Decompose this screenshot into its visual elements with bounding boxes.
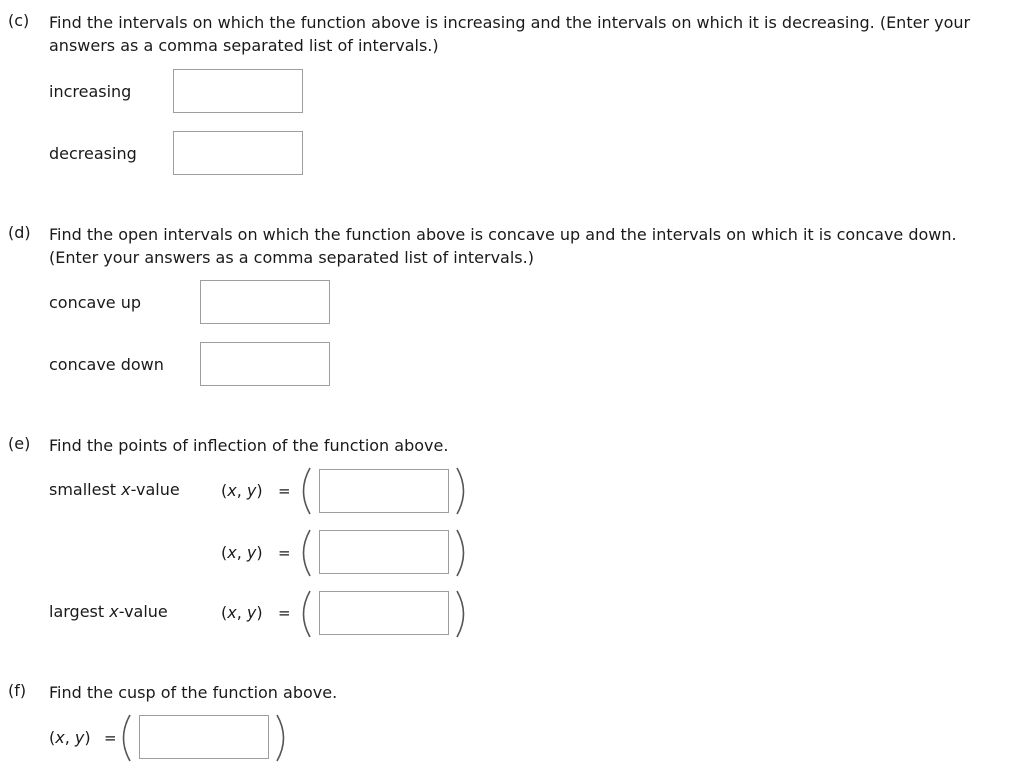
right-paren-2 [452,528,472,578]
largest-x-value-label [49,602,168,621]
concave-up-input[interactable] [200,280,330,324]
part-f-label: (f) [8,681,27,700]
left-paren-3 [295,589,315,639]
part-c-prompt-line1: Find the intervals on which the function above is increasing and the intervals on which it is decreasing. (Enter your [49,13,971,32]
smallest-x-value-label [49,480,180,499]
xy-label-1: (x, y) [221,481,263,500]
xy-label-cusp: (x, y) [49,728,91,747]
equals-sign-3: = [278,604,291,622]
part-d-prompt-line1: Find the open intervals on which the function above is concave up and the intervals on which it is concave down. [49,225,957,244]
left-paren-2 [295,528,315,578]
smallest-suffix: -value [130,480,180,499]
part-d-prompt-line2: (Enter your answers as a comma separated list of intervals.) [49,248,534,267]
right-paren-3 [452,589,472,639]
smallest-prefix: smallest [49,480,122,499]
cusp-input[interactable] [139,715,269,759]
equals-sign-1: = [278,482,291,500]
increasing-input[interactable] [173,69,303,113]
inflection-point-2-input[interactable] [319,530,449,574]
xy-label-2: (x, y) [221,543,263,562]
equals-sign-2: = [278,544,291,562]
left-paren-1 [295,466,315,516]
part-c-prompt-line2: answers as a comma separated list of intervals.) [49,36,439,55]
right-paren-cusp [272,713,292,763]
concave-down-input[interactable] [200,342,330,386]
concave-down-label: concave down [49,355,164,374]
part-d-label: (d) [8,223,31,242]
smallest-x-var: x [121,480,131,499]
decreasing-label: decreasing [49,144,137,163]
increasing-label: increasing [49,82,132,101]
part-e-label: (e) [8,434,31,453]
part-f-prompt: Find the cusp of the function above. [49,683,338,702]
xy-label-3: (x, y) [221,603,263,622]
concave-up-label: concave up [49,293,142,312]
largest-suffix: -value [118,602,168,621]
equals-sign-cusp: = [104,729,117,747]
largest-prefix: largest [49,602,110,621]
inflection-point-3-input[interactable] [319,591,449,635]
inflection-point-1-input[interactable] [319,469,449,513]
right-paren-1 [452,466,472,516]
left-paren-cusp [115,713,135,763]
part-e-prompt: Find the points of inflection of the function above. [49,436,449,455]
largest-x-var: x [109,602,119,621]
decreasing-input[interactable] [173,131,303,175]
part-c-label: (c) [8,11,30,30]
